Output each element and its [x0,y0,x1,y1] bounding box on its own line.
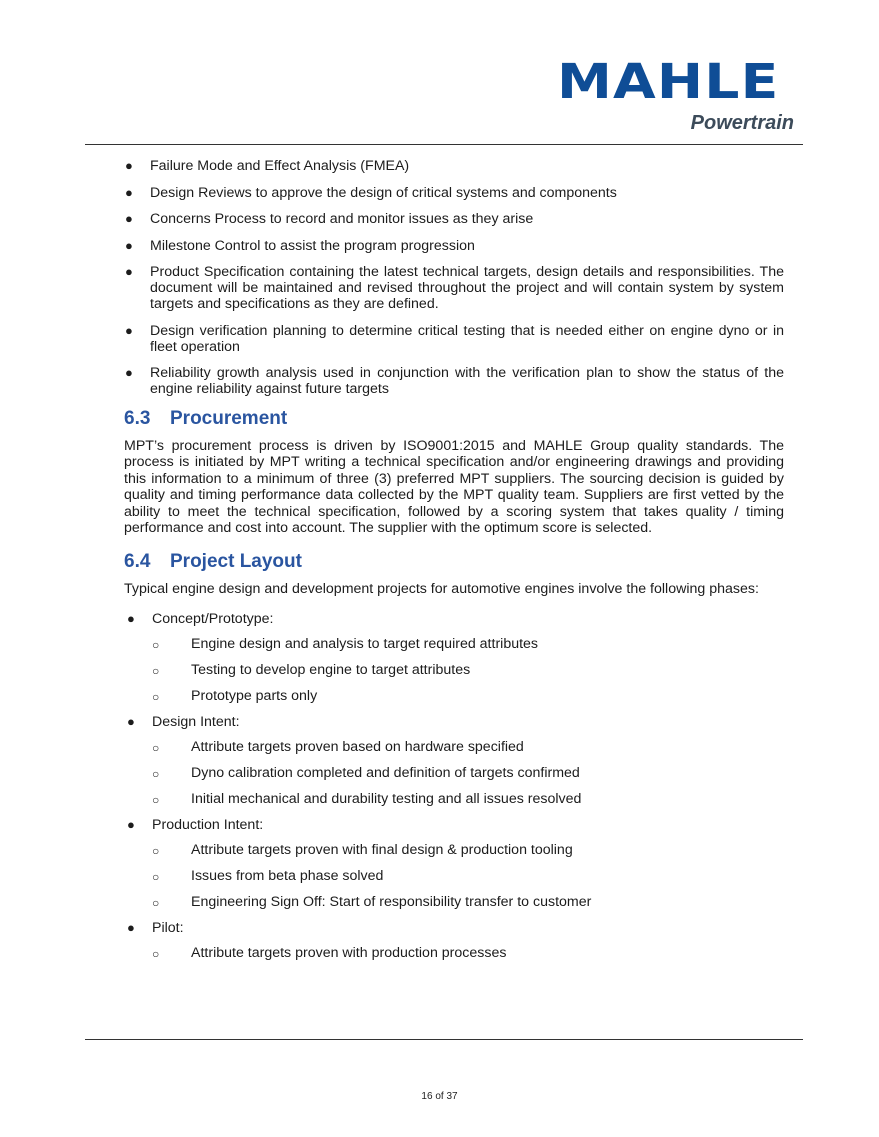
section-title: Project Layout [170,550,302,572]
phase-sub-list [152,636,784,704]
phase-sub-list [152,842,784,910]
list-item: ○ Attribute targets proven based on hardware specified [152,739,524,755]
circle-bullet-icon: ○ [152,896,160,910]
bullet-icon: ● [127,920,135,935]
bullet-icon: ● [127,714,135,729]
list-item: ○ Engine design and analysis to target required attributes [152,636,539,652]
list-item: ○ Attribute targets proven with production processes [152,945,507,961]
circle-bullet-icon: ○ [152,690,160,704]
list-item: ● Concerns Process to record and monitor issues as they arise [125,211,534,227]
circle-bullet-icon: ○ [152,844,160,858]
header-divider [85,144,803,145]
footer-divider [85,1039,803,1040]
phase-label: Design Intent: [152,714,240,730]
list-item: ○ Attribute targets proven with final design & production tooling [152,842,573,858]
section-title: Procurement [170,407,288,429]
logo-wordmark: MAHLE [556,54,779,110]
section-number: 6.4 [124,550,151,572]
bullet-icon: ● [125,158,133,173]
list-item: ○ Dyno calibration completed and definition of targets confirmed [152,765,580,781]
circle-bullet-icon: ○ [152,767,160,781]
circle-bullet-icon: ○ [152,638,160,652]
list-item: ● Design Reviews to approve the design of critical systems and components [125,184,617,201]
circle-bullet-icon: ○ [152,664,160,678]
page-content [124,158,784,971]
phase-list [124,611,784,961]
list-item: ● Design verification planning to determine critical testing that is needed either on engine dyno or in fleet operation [125,322,784,355]
process-bullet-list [124,158,784,397]
page-number: 16 of 37 [421,1091,458,1102]
phase-sub-list [152,739,784,807]
phase-item [124,920,784,961]
list-item: ● Failure Mode and Effect Analysis (FMEA) [125,158,410,174]
bullet-icon: ● [125,237,133,253]
bullet-icon: ● [125,211,133,226]
section-number: 6.3 [124,407,151,429]
bullet-icon: ● [125,365,133,380]
logo-subtitle: Powertrain [690,112,794,134]
circle-bullet-icon: ○ [152,741,160,755]
circle-bullet-icon: ○ [152,793,160,807]
bullet-icon: ● [127,611,135,626]
circle-bullet-icon: ○ [152,947,160,961]
mahle-logo [556,54,794,135]
section-heading-procurement [124,408,784,430]
list-item: ○ Issues from beta phase solved [152,868,384,884]
list-item: ● Reliability growth analysis used in conjunction with the verification plan to show the status of the engine reliability against future targets [125,365,784,397]
bullet-icon: ● [125,184,133,200]
bullet-icon: ● [127,817,135,832]
bullet-icon: ● [125,264,133,279]
procurement-paragraph: MPT’s procurement process is driven by ISO9001:2015 and MAHLE Group quality standards. The process is initiated by MPT writing a technical specification and/or engineering drawings and providing this information to a minimum of three (3) preferred MPT suppliers. The sourcing decision is guided by quality and timing performance data collected by the MPT quality team. Suppliers are first vetted by the ability to meet the technical specification, followed by a scoring system that takes quality / timing performance and cost into account. The supplier with the optimum score is selected. [124,437,784,536]
phase-item [124,817,784,910]
list-item: ○ Engineering Sign Off: Start of responsibility transfer to customer [152,894,592,910]
phase-item [124,611,784,704]
phase-item [124,714,784,807]
circle-bullet-icon: ○ [152,870,160,884]
list-item: ● Product Specification containing the latest technical targets, design details and responsibilities. The document will be maintained and revised throughout the project and will contain system by system targets and specifications as they are defined. [125,264,784,312]
section-heading-project-layout [124,551,784,573]
list-item: ● Milestone Control to assist the program progression [125,237,475,254]
phase-label: Production Intent: [152,817,264,833]
phase-label: Pilot: [152,920,184,936]
bullet-icon: ● [125,322,133,338]
project-layout-intro: Typical engine design and development projects for automotive engines involve the following phases: [124,580,759,597]
list-item: ○ Initial mechanical and durability testing and all issues resolved [152,791,582,807]
list-item: ○ Prototype parts only [152,688,318,704]
phase-sub-list [152,945,784,961]
phase-label: Concept/Prototype: [152,611,274,627]
list-item: ○ Testing to develop engine to target attributes [152,662,471,678]
